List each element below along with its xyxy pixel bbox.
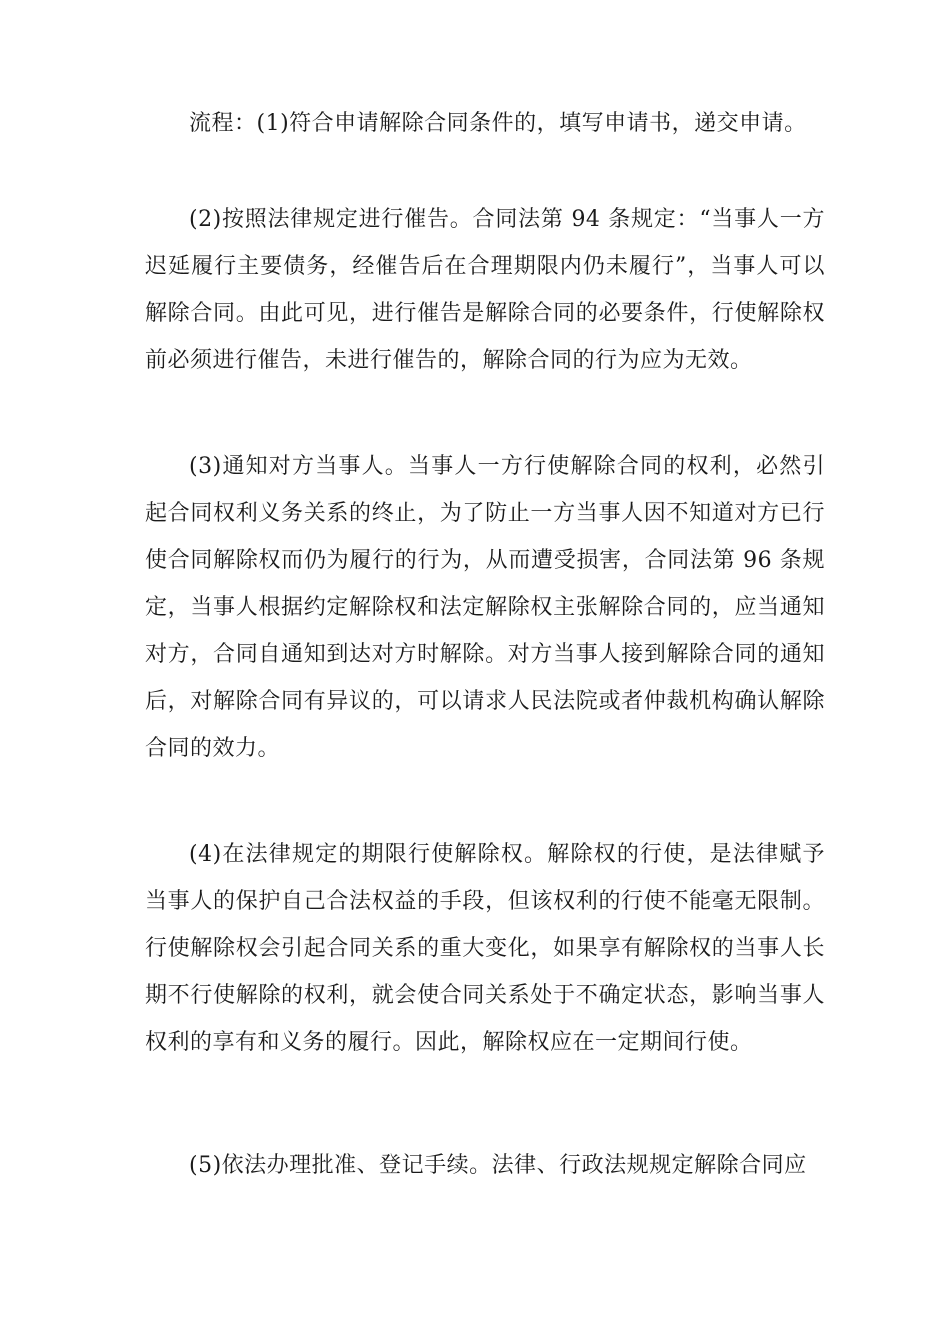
paragraph-process-step-5: (5)依法办理批准、登记手续。法律、行政法规规定解除合同应 bbox=[189, 1153, 807, 1178]
paragraph-process-step-1: 流程：(1)符合申请解除合同条件的，填写申请书，递交申请。 bbox=[189, 111, 807, 136]
paragraph-process-step-2: (2)按照法律规定进行催告。合同法第 94 条规定：“当事人一方迟延履行主要债务，经催告后在合理期限内仍未履行”，当事人可以解除合同。由此可见，进行催告是解除合同的必要条件，行使解除权前必须进行催告，未进行催告的，解除合同的行为应为无效。 bbox=[145, 207, 825, 373]
paragraph-process-step-4: (4)在法律规定的期限行使解除权。解除权的行使，是法律赋予当事人的保护自己合法权益的手段，但该权利的行使不能毫无限制。行使解除权会引起合同关系的重大变化，如果享有解除权的当事人长期不行使解除的权利，就会使合同关系处于不确定状态，影响当事人权利的享有和义务的履行。因此，解除权应在一定期间行使。 bbox=[145, 842, 825, 1055]
paragraph-process-step-3: (3)通知对方当事人。当事人一方行使解除合同的权利，必然引起合同权利义务关系的终止，为了防止一方当事人因不知道对方已行使合同解除权而仍为履行的行为，从而遭受损害，合同法第 96 条规定，当事人根据约定解除权和法定解除权主张解除合同的，应当通知对方，合同自通知到达对方时解除。对方当事人接到解除合同的通知后，对解除合同有异议的，可以请求人民法院或者仲裁机构确认解除合同的效力。 bbox=[145, 454, 825, 761]
